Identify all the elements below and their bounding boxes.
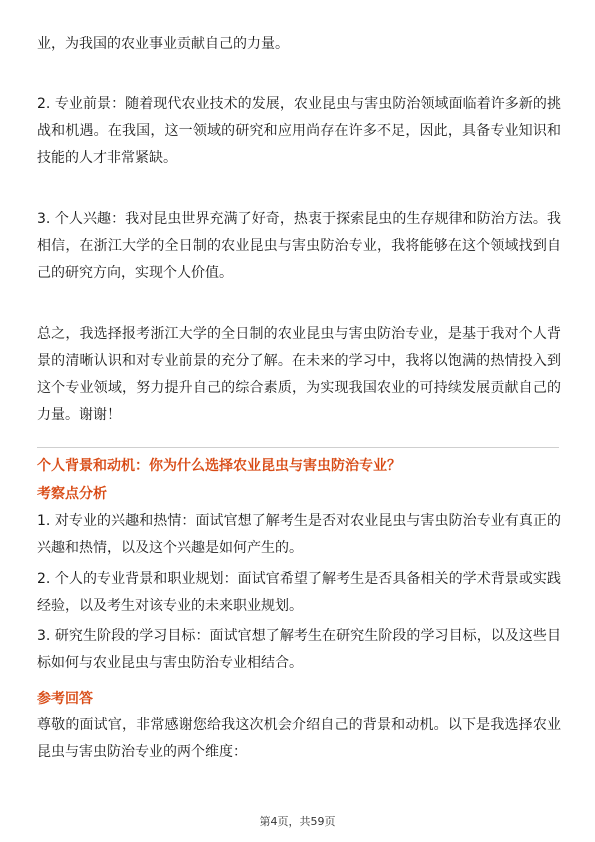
intro-tail-paragraph: 业，为我国的农业事业贡献自己的力量。 <box>37 36 289 52</box>
question-title: 个人背景和动机：你为什么选择农业昆虫与害虫防治专业？ <box>37 458 401 474</box>
point-3-paragraph: 3. 个人兴趣：我对昆虫世界充满了好奇，热衷于探索昆虫的生存规律和防治方法。我相信，在浙江大学的全日制的农业昆虫与害虫防治专业，我将能够在这个领域找到自己的研究方向，实现个人价值。 <box>37 211 561 281</box>
page-number: 第4页，共59页 <box>259 815 336 828</box>
answer-heading: 参考回答 <box>37 691 93 707</box>
analysis-heading: 考察点分析 <box>37 486 107 502</box>
answer-intro-paragraph: 尊敬的面试官，非常感谢您给我这次机会介绍自己的背景和动机。以下是我选择农业昆虫与害虫防治专业的两个维度： <box>37 717 561 760</box>
point-2-paragraph: 2. 专业前景：随着现代农业技术的发展，农业昆虫与害虫防治领域面临着许多新的挑战和机遇。在我国，这一领域的研究和应用尚存在许多不足，因此，具备专业知识和技能的人才非常紧缺。 <box>37 96 561 166</box>
section-divider <box>37 447 559 448</box>
analysis-item-1: 1. 对专业的兴趣和热情：面试官想了解考生是否对农业昆虫与害虫防治专业有真正的兴趣和热情，以及这个兴趣是如何产生的。 <box>37 513 561 556</box>
analysis-item-2: 2. 个人的专业背景和职业规划：面试官希望了解考生是否具备相关的学术背景或实践经验，以及考生对该专业的未来职业规划。 <box>37 571 561 614</box>
summary-paragraph: 总之，我选择报考浙江大学的全日制的农业昆虫与害虫防治专业，是基于我对个人背景的清晰认识和对专业前景的充分了解。在未来的学习中，我将以饱满的热情投入到这个专业领域，努力提升自己的综合素质，为实现我国农业的可持续发展贡献自己的力量。谢谢！ <box>37 326 561 423</box>
analysis-item-3: 3. 研究生阶段的学习目标：面试官想了解考生在研究生阶段的学习目标，以及这些目标如何与农业昆虫与害虫防治专业相结合。 <box>37 628 561 671</box>
